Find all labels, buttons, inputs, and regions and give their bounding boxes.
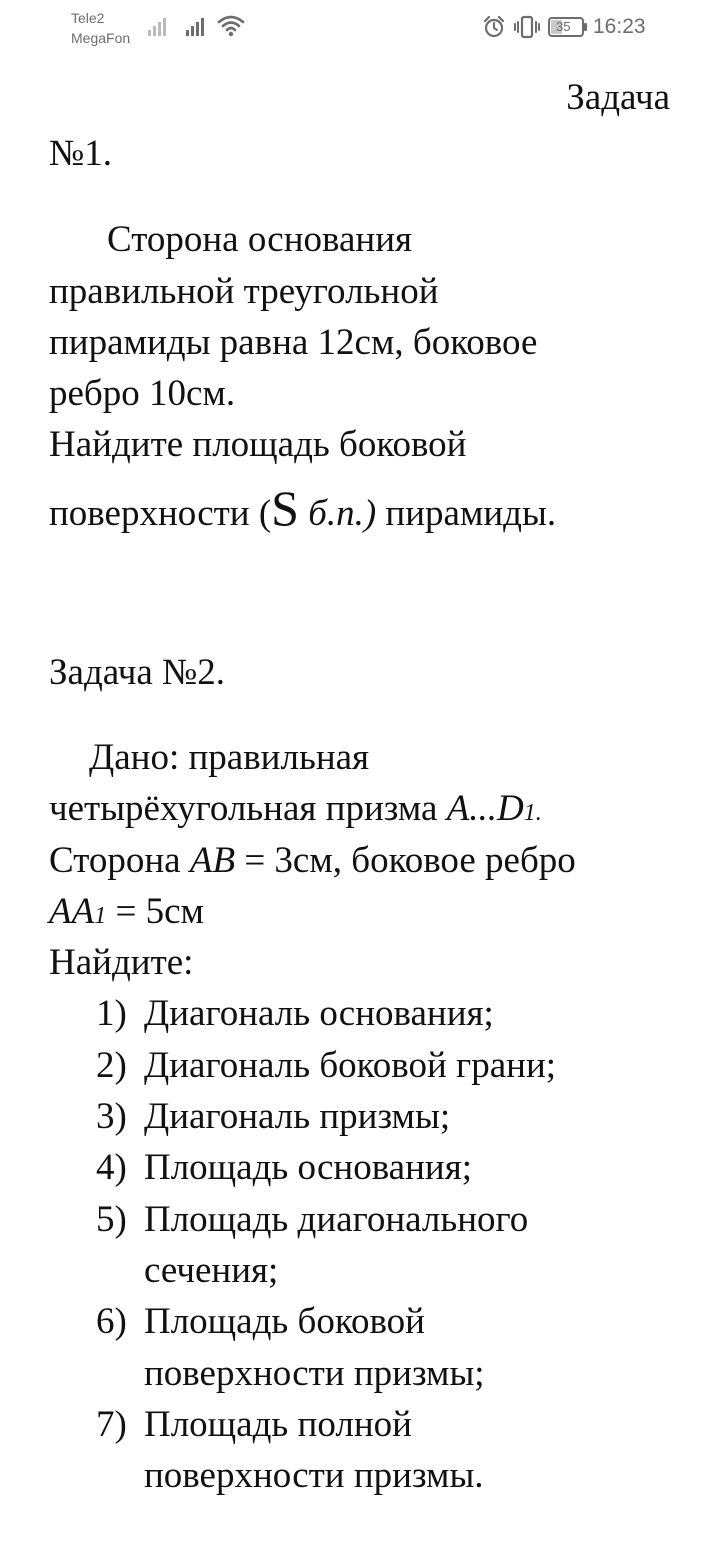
- s-symbol: S: [271, 480, 299, 536]
- list-item: Площадь основания;: [144, 1147, 472, 1188]
- task1-line: пирамиды равна 12см, боковое: [49, 322, 538, 363]
- signal-icon: [148, 16, 172, 38]
- text: = 5см: [106, 891, 204, 932]
- signal-icon: [186, 16, 210, 38]
- segment-aa1: AA: [49, 891, 95, 932]
- alarm-icon: [482, 15, 506, 39]
- task1-line: Сторона основания: [107, 219, 413, 260]
- vibrate-icon: [514, 14, 540, 40]
- task1-title-a: Задача: [566, 77, 670, 118]
- list-number: 2): [96, 1045, 127, 1086]
- list-item: Диагональ основания;: [144, 993, 494, 1034]
- task2-title: Задача №2.: [49, 652, 226, 693]
- task1-last-line: [49, 480, 557, 536]
- list-item: сечения;: [144, 1250, 279, 1291]
- list-number: 6): [96, 1301, 127, 1342]
- clock: 16:23: [593, 15, 646, 38]
- list-item: Площадь полной: [144, 1404, 412, 1445]
- task2-line4: [49, 890, 204, 938]
- carrier-1: Tele2: [71, 10, 105, 26]
- wifi-icon: [217, 14, 245, 38]
- task1-line: Найдите площадь боковой: [49, 424, 467, 465]
- list-item: Площадь боковой: [144, 1301, 425, 1342]
- task2-given: Дано: правильная: [89, 737, 370, 778]
- prism-name: A...D: [446, 788, 524, 829]
- task1-line: правильной треугольной: [49, 271, 439, 312]
- segment-ab: AB: [189, 840, 236, 881]
- list-item: поверхности призмы.: [144, 1455, 484, 1496]
- list-number: 3): [96, 1096, 127, 1137]
- carrier-2: MegaFon: [71, 30, 131, 46]
- battery-level: 35: [556, 19, 571, 34]
- list-item: поверхности призмы;: [144, 1353, 485, 1394]
- task1-last-prefix: поверхности (: [49, 493, 272, 534]
- task2-line3: [49, 839, 576, 883]
- text: Сторона: [49, 840, 190, 881]
- list-item: Площадь диагонального: [144, 1199, 529, 1240]
- list-number: 7): [96, 1404, 127, 1445]
- subscript: 1: [94, 903, 107, 929]
- task1-line: ребро 10см.: [49, 373, 236, 414]
- list-item: Диагональ боковой грани;: [144, 1045, 557, 1086]
- document: [0, 54, 720, 1560]
- text: четырёхугольная призма: [49, 788, 447, 829]
- list-number: 1): [96, 993, 127, 1034]
- task1-title-b: №1.: [49, 133, 113, 174]
- text: = 3см, боковое ребро: [235, 840, 576, 881]
- task2-find: Найдите:: [49, 942, 194, 983]
- list-number: 5): [96, 1199, 127, 1240]
- carrier-names: [71, 8, 130, 48]
- status-bar: [0, 0, 720, 54]
- list-item: Диагональ призмы;: [144, 1096, 451, 1137]
- task2-line2: [49, 787, 542, 835]
- list-number: 4): [96, 1147, 127, 1188]
- task1-last-suffix: пирамиды.: [385, 493, 557, 534]
- s-subscript: б.п.): [308, 493, 377, 534]
- subscript: 1.: [523, 800, 542, 826]
